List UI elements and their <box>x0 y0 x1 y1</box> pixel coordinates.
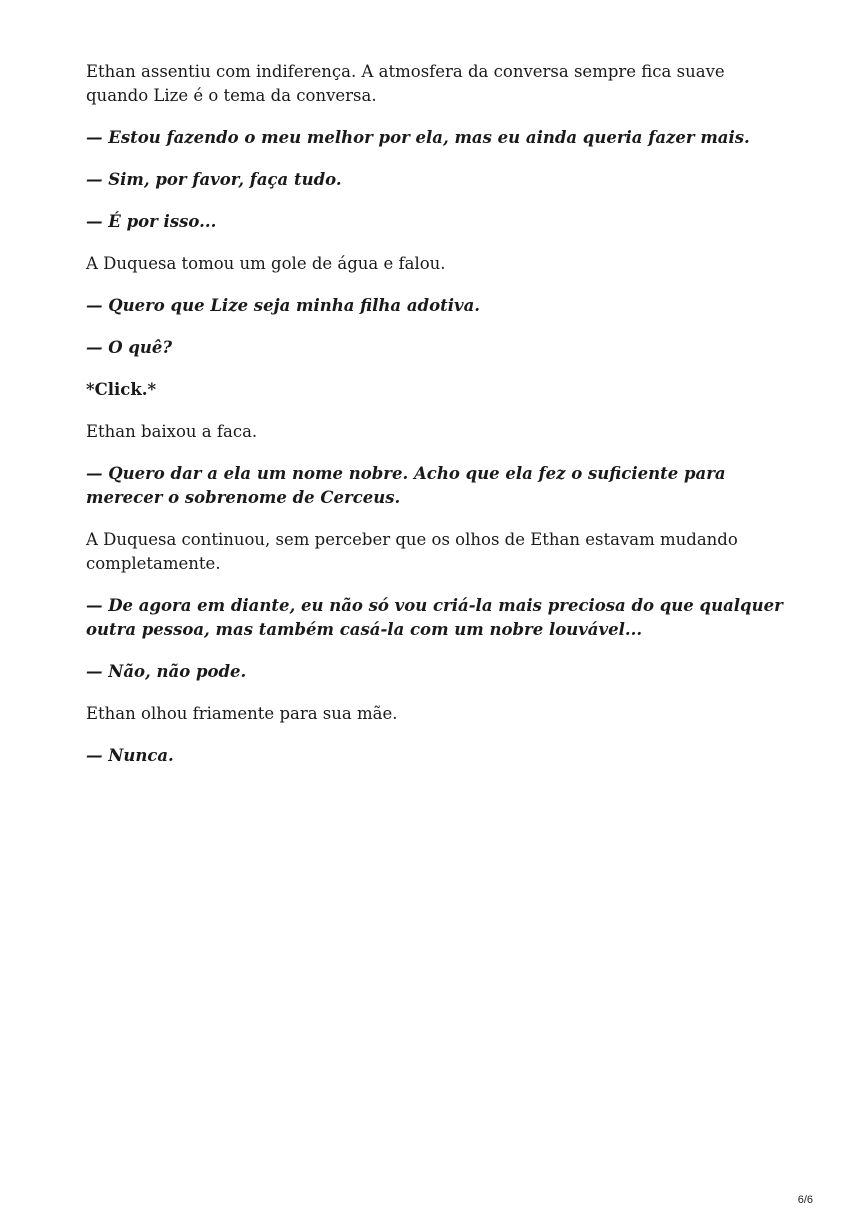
paragraph-dialogue: — Quero dar a ela um nome nobre. Acho que ela fez o suficiente para merecer o sobrenome de Cerceus. <box>86 464 726 507</box>
paragraph-narration: A Duquesa tomou um gole de água e falou. <box>86 254 446 273</box>
paragraph-sound-effect: *Click.* <box>86 380 157 399</box>
document-body <box>86 60 786 786</box>
paragraph-dialogue: — Estou fazendo o meu melhor por ela, mas eu ainda queria fazer mais. <box>86 128 750 147</box>
paragraph-narration: Ethan baixou a faca. <box>86 422 258 441</box>
paragraph-dialogue: — Sim, por favor, faça tudo. <box>86 170 342 189</box>
paragraph-dialogue: — O quê? <box>86 338 173 357</box>
paragraph-dialogue: — Não, não pode. <box>86 662 247 681</box>
paragraph-narration: Ethan assentiu com indiferença. A atmosfera da conversa sempre fica suave quando Lize é o tema da conversa. <box>86 62 725 105</box>
paragraph-dialogue: — De agora em diante, eu não só vou criá-la mais preciosa do que qualquer outra pessoa, mas também casá-la com um nobre louvável... <box>86 596 783 639</box>
page-number: 6/6 <box>797 1194 813 1206</box>
paragraph-narration: A Duquesa continuou, sem perceber que os olhos de Ethan estavam mudando completamente. <box>86 530 738 573</box>
paragraph-dialogue: — Quero que Lize seja minha filha adotiva. <box>86 296 481 315</box>
paragraph-narration: Ethan olhou friamente para sua mãe. <box>86 704 398 723</box>
paragraph-dialogue: — É por isso... <box>86 212 217 231</box>
paragraph-dialogue: — Nunca. <box>86 746 174 765</box>
